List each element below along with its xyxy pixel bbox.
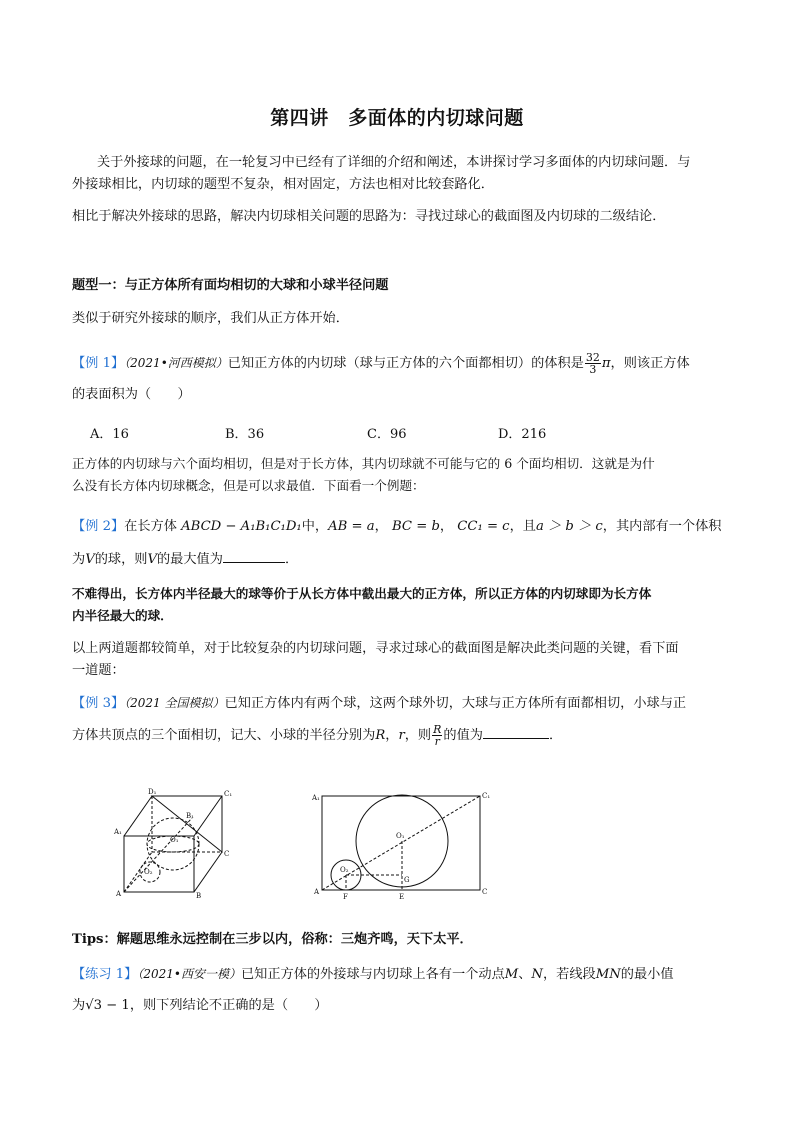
variable: N xyxy=(531,967,543,982)
label: C₁ xyxy=(224,790,233,798)
note-1-line-2: 么没有长方体内切球概念，但是可以求最值．下面看一个例题： xyxy=(72,478,425,493)
example-tag: 【例 2】 xyxy=(72,519,125,534)
variable: V xyxy=(85,552,95,567)
example-text: 的最大值为 xyxy=(157,552,223,567)
tips: Tips：解题思维永远控制在三步以内，俗称：三炮齐鸣，天下太平． xyxy=(72,932,473,947)
practice-1 xyxy=(72,963,674,986)
example-text: 方体共顶点的三个面相切，记大、小球的半径分别为 xyxy=(72,728,376,743)
label: A xyxy=(314,888,320,896)
example-text: 已知正方体内有两个球，这两个球外切，大球与正方体所有面都相切，小球与正 xyxy=(224,696,687,711)
label: O₂ xyxy=(144,868,153,876)
figure-cross-section xyxy=(310,788,500,900)
label: F xyxy=(343,893,348,900)
option-c: C．96 xyxy=(367,427,407,442)
practice-tag: 【练习 1】 xyxy=(72,967,138,982)
figure-cube-spheres xyxy=(112,788,242,900)
label: B xyxy=(196,892,202,900)
example-3 xyxy=(72,692,686,715)
formula: AB = a xyxy=(328,519,375,534)
intro-line-2: 外接球相比，内切球的题型不复杂，相对固定，方法也相对比较套路化． xyxy=(72,177,494,192)
fraction-numerator: R xyxy=(433,723,442,736)
option-d: D．216 xyxy=(498,427,547,442)
section-lead: 类似于研究外接球的顺序，我们从正方体开始． xyxy=(72,311,349,326)
practice-text: ，若线段 xyxy=(542,967,596,982)
example-2: 【例 2】在长方体 ABCD − A₁B₁C₁D₁中，AB = a， BC = b， CC₁ = c，且a ＞ b ＞ c，其内部有一个体积 xyxy=(72,519,722,534)
example-2-line-2 xyxy=(72,548,298,571)
example-tag: 【例 3】 xyxy=(72,696,125,711)
example-source: （2021•河西模拟） xyxy=(124,356,228,370)
label: O₁ xyxy=(396,832,405,840)
practice-text: 为 xyxy=(72,998,86,1013)
intro-line-3: 相比于解决外接球的思路，解决内切球相关问题的思路为：寻找过球心的截面图及内切球的二级结论． xyxy=(72,209,666,224)
example-text: ，其内部有一个体积 xyxy=(602,519,722,534)
separator: ， xyxy=(385,728,399,743)
example-text: 的球，则 xyxy=(94,552,148,567)
formula: BC = b xyxy=(391,519,440,534)
variable: R xyxy=(375,728,386,743)
diagonal xyxy=(124,818,192,892)
label: G xyxy=(404,876,410,884)
example-text: ，且 xyxy=(509,519,536,534)
example-tag: 【例 1】 xyxy=(72,356,125,371)
note-2-line-1: 不难得出，长方体内半径最大的球等价于从长方体中截出最大的正方体，所以正方体的内切球即为长方体 xyxy=(72,586,652,601)
example-text: ，则 xyxy=(404,728,432,743)
label: A xyxy=(116,890,122,898)
label: E xyxy=(399,893,405,900)
page-title: 第四讲 多面体的内切球问题 xyxy=(270,107,524,129)
label: A₁ xyxy=(114,828,122,836)
example-1-line-2: 的表面积为（ ） xyxy=(72,387,191,402)
variable: V xyxy=(147,552,157,567)
example-text: ． xyxy=(284,552,299,567)
label: A₁ xyxy=(312,794,320,802)
label: C xyxy=(482,888,488,896)
variable: M xyxy=(504,967,519,982)
example-text: 为 xyxy=(72,552,86,567)
fraction-numerator: 32 xyxy=(585,351,600,364)
formula: CC₁ = c xyxy=(457,519,510,534)
label: C xyxy=(224,850,230,858)
fraction xyxy=(432,724,442,747)
note-3-line-2: 一道题： xyxy=(72,663,125,678)
example-source: （2021 全国模拟） xyxy=(124,696,225,710)
practice-text: ，则下列结论不正确的是（ ） xyxy=(129,998,328,1013)
example-text: ． xyxy=(548,728,563,743)
variable: r xyxy=(398,728,405,743)
formula: √3 − 1 xyxy=(85,998,130,1013)
fraction-denominator: r xyxy=(434,735,440,748)
example-text: 中， xyxy=(301,519,329,534)
formula: a ＞ b ＞ c xyxy=(535,519,603,534)
intro-line-1: 关于外接球的问题，在一轮复习中已经有了详细的介绍和阐述，本讲探讨学习多面体的内切球问题．与 xyxy=(97,155,691,170)
separator: 、 xyxy=(518,967,532,982)
cube-edge xyxy=(124,796,152,836)
cube-front-face xyxy=(124,836,194,892)
example-text: 已知正方体的内切球（球与正方体的六个面都相切）的体积是 xyxy=(227,356,584,371)
large-sphere xyxy=(147,818,199,870)
note-3-line-1: 以上两道题都较简单，对于比较复杂的内切球问题，寻求过球心的截面图是解决此类问题的关键，看下面 xyxy=(72,641,679,656)
example-3-line-2 xyxy=(72,724,562,747)
label: C₁ xyxy=(482,792,491,800)
example-text: 在长方体 xyxy=(124,519,177,534)
answer-blank xyxy=(223,548,285,563)
label: O₁ xyxy=(170,836,179,844)
practice-text: 的最小值 xyxy=(620,967,674,982)
example-text: 的值为 xyxy=(443,728,483,743)
fraction xyxy=(585,352,601,375)
example-1 xyxy=(72,352,690,375)
option-a: A．16 xyxy=(90,427,129,442)
practice-text: 已知正方体的外接球与内切球上各有一个动点 xyxy=(240,967,505,982)
label: B₁ xyxy=(186,812,194,820)
note-1-line-1: 正方体的内切球与六个面均相切，但是对于长方体，其内切球就不可能与它的 6 个面均相切．这就是为什 xyxy=(72,456,655,471)
cube-edge xyxy=(194,796,222,836)
variable: MN xyxy=(595,967,621,982)
fraction-denominator: 3 xyxy=(589,363,597,376)
example-text-tail: ，则该正方体 xyxy=(610,356,690,371)
option-b: B．36 xyxy=(225,427,265,442)
cube-edge xyxy=(194,852,222,892)
practice-1-line-2 xyxy=(72,995,328,1017)
formula: ABCD − A₁B₁C₁D₁ xyxy=(181,519,302,534)
section-heading: 题型一：与正方体所有面均相切的大球和小球半径问题 xyxy=(72,278,389,293)
label: O₂ xyxy=(340,866,349,874)
pi-symbol: π xyxy=(601,356,611,371)
label: D₁ xyxy=(148,788,157,796)
note-2-line-2: 内半径最大的球． xyxy=(72,608,173,623)
practice-source: （2021•西安一模） xyxy=(137,967,241,981)
answer-blank xyxy=(483,724,549,739)
